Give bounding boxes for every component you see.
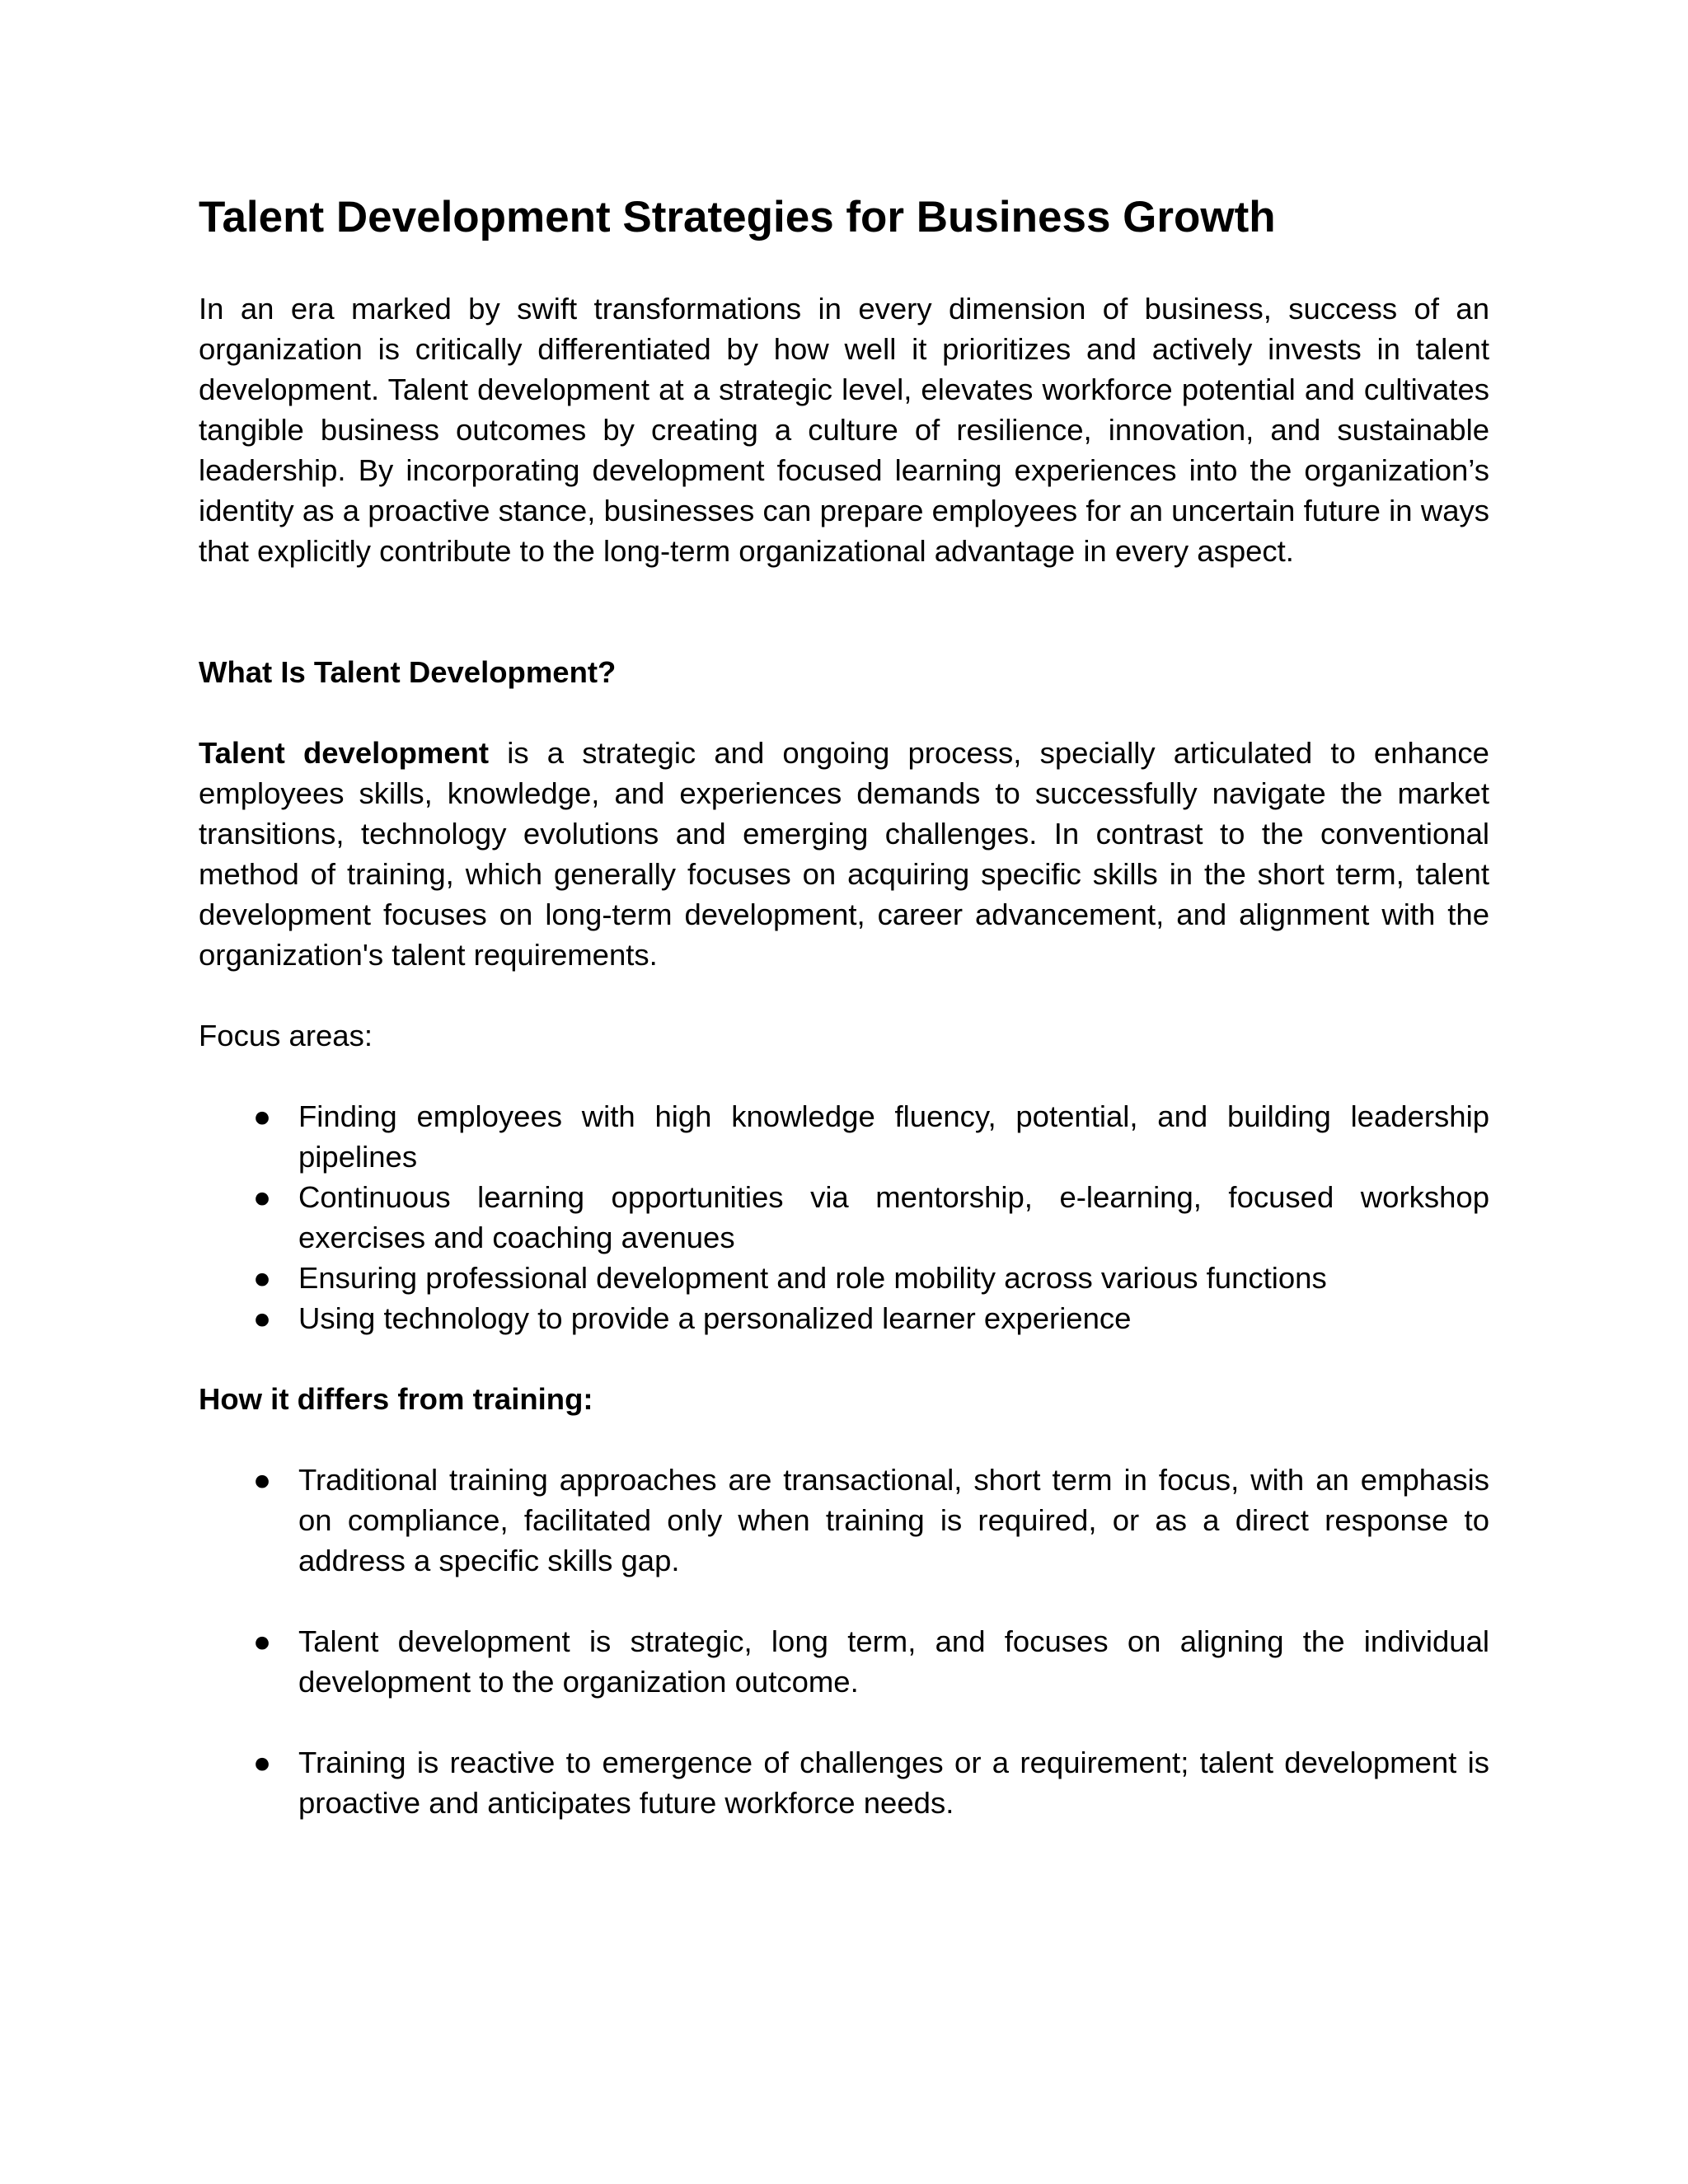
list-item-text: Finding employees with high knowledge fluency, potential, and building leadership pipelines: [298, 1099, 1489, 1174]
list-item: [199, 1096, 1489, 1177]
bullet-icon: ●: [252, 1260, 272, 1295]
list-item: [199, 1460, 1489, 1581]
definition-term: Talent development: [199, 735, 490, 770]
list-item-text: Traditional training approaches are transactional, short term in focus, with an emphasis on compliance, facilitated only when training is required, or as a direct response to address a specific skills gap.: [298, 1462, 1489, 1577]
list-item-text: Ensuring professional development and role mobility across various functions: [298, 1260, 1327, 1295]
focus-areas-list: [199, 1096, 1489, 1338]
list-item: [199, 1621, 1489, 1702]
section-heading-what-is: What Is Talent Development?: [199, 654, 617, 689]
list-item-text: Continuous learning opportunities via mentorship, e-learning, focused workshop exercises and coaching avenues: [298, 1179, 1489, 1254]
page-title: Talent Development Strategies for Business Growth: [199, 193, 1276, 241]
definition-text: is a strategic and ongoing process, specially articulated to enhance employees skills, knowledge, and experiences demands to successfully navigate the market transitions, technology evolutions and emerging challenges. In contrast to the conventional method of training, which generally focuses on acquiring specific skills in the short term, talent development focuses on long-term development, career advancement, and alignment with the organization's talent requirements.: [199, 735, 1489, 972]
list-item: [199, 1298, 1489, 1338]
bullet-icon: ●: [252, 1099, 272, 1133]
list-item: [199, 1258, 1489, 1298]
list-item: [199, 1742, 1489, 1823]
list-item-text: Using technology to provide a personalized learner experience: [298, 1301, 1132, 1335]
document-page: [199, 191, 1489, 1863]
differences-list: [199, 1460, 1489, 1823]
definition-paragraph: [199, 733, 1489, 975]
list-item-text: Talent development is strategic, long term, and focuses on aligning the individual development to the organization outcome.: [298, 1624, 1489, 1699]
bullet-icon: ●: [252, 1745, 272, 1779]
bullet-icon: ●: [252, 1462, 272, 1497]
bullet-icon: ●: [252, 1624, 272, 1658]
list-item-text: Training is reactive to emergence of challenges or a requirement; talent development is proactive and anticipates future workforce needs.: [298, 1745, 1489, 1820]
intro-paragraph: In an era marked by swift transformations in every dimension of business, success of an organization is critically differentiated by how well it prioritizes and actively invests in talent development. Talent development at a strategic level, elevates workforce potential and cultivates tangible business outcomes by creating a culture of resilience, innovation, and sustainable leadership. By incorporating development focused learning experiences into the organization’s identity as a proactive stance, businesses can prepare employees for an uncertain future in ways that explicitly contribute to the long-term organizational advantage in every aspect.: [199, 291, 1489, 568]
section-heading-differs: How it differs from training:: [199, 1381, 593, 1416]
list-item: [199, 1177, 1489, 1258]
bullet-icon: ●: [252, 1301, 272, 1335]
bullet-icon: ●: [252, 1179, 272, 1214]
focus-areas-label: Focus areas:: [199, 1018, 373, 1052]
